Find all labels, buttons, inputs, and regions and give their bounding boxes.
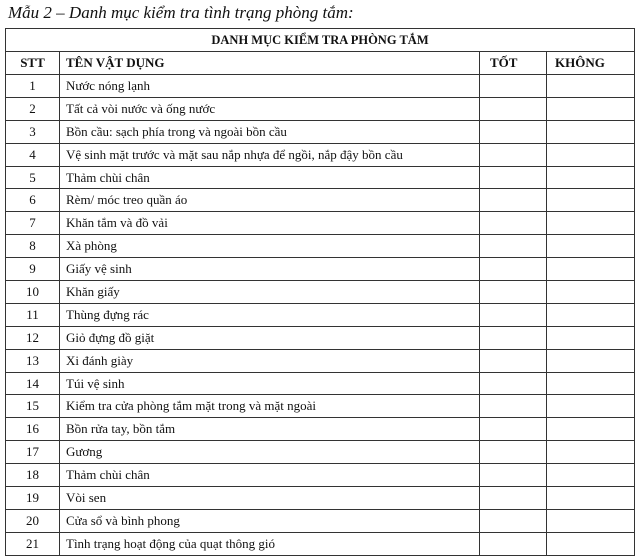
row-no-cell[interactable] [547,166,635,189]
column-header-good: TỐT [480,52,547,75]
row-number: 21 [6,532,60,555]
row-number: 14 [6,372,60,395]
column-header-no: KHÔNG [547,52,635,75]
row-number: 18 [6,464,60,487]
row-number: 19 [6,487,60,510]
row-no-cell[interactable] [547,143,635,166]
row-good-cell[interactable] [480,532,547,555]
row-good-cell[interactable] [480,75,547,98]
row-number: 4 [6,143,60,166]
row-item-name: Giấy vệ sinh [60,258,480,281]
row-no-cell[interactable] [547,418,635,441]
row-good-cell[interactable] [480,464,547,487]
table-row [6,303,635,326]
row-no-cell[interactable] [547,509,635,532]
table-row [6,464,635,487]
row-item-name: Vệ sinh mặt trước và mặt sau nắp nhựa để ngồi, nắp đậy bồn cầu [60,143,480,166]
row-number: 5 [6,166,60,189]
row-number: 10 [6,281,60,304]
row-number: 3 [6,120,60,143]
row-no-cell[interactable] [547,75,635,98]
row-item-name: Bồn cầu: sạch phía trong và ngoài bồn cầu [60,120,480,143]
row-item-name: Xi đánh giày [60,349,480,372]
table-row [6,441,635,464]
row-good-cell[interactable] [480,395,547,418]
table-row [6,372,635,395]
table-row [6,75,635,98]
row-item-name: Tình trạng hoạt động của quạt thông gió [60,532,480,555]
row-number: 9 [6,258,60,281]
table-row [6,326,635,349]
table-row [6,212,635,235]
row-item-name: Vòi sen [60,487,480,510]
column-header-stt: STT [6,52,60,75]
row-number: 7 [6,212,60,235]
row-item-name: Xà phòng [60,235,480,258]
row-good-cell[interactable] [480,303,547,326]
row-number: 6 [6,189,60,212]
table-row [6,487,635,510]
row-no-cell[interactable] [547,441,635,464]
row-no-cell[interactable] [547,258,635,281]
row-number: 11 [6,303,60,326]
row-item-name: Kiểm tra cửa phòng tắm mặt trong và mặt ngoài [60,395,480,418]
row-number: 20 [6,509,60,532]
row-item-name: Thùng đựng rác [60,303,480,326]
row-good-cell[interactable] [480,418,547,441]
row-no-cell[interactable] [547,303,635,326]
row-good-cell[interactable] [480,97,547,120]
row-good-cell[interactable] [480,372,547,395]
row-no-cell[interactable] [547,326,635,349]
table-row [6,395,635,418]
row-number: 16 [6,418,60,441]
row-item-name: Cửa sổ và bình phong [60,509,480,532]
row-no-cell[interactable] [547,395,635,418]
table-row [6,349,635,372]
row-item-name: Khăn giấy [60,281,480,304]
row-no-cell[interactable] [547,487,635,510]
table-row [6,97,635,120]
row-no-cell[interactable] [547,372,635,395]
row-no-cell[interactable] [547,97,635,120]
row-no-cell[interactable] [547,464,635,487]
row-number: 12 [6,326,60,349]
table-row [6,532,635,555]
row-number: 13 [6,349,60,372]
row-good-cell[interactable] [480,235,547,258]
row-item-name: Thảm chùi chân [60,464,480,487]
table-body [6,75,635,556]
row-item-name: Túi vệ sinh [60,372,480,395]
row-no-cell[interactable] [547,281,635,304]
row-good-cell[interactable] [480,143,547,166]
row-good-cell[interactable] [480,487,547,510]
table-row [6,258,635,281]
row-item-name: Tất cả vòi nước và ống nước [60,97,480,120]
row-item-name: Nước nóng lạnh [60,75,480,98]
table-row [6,166,635,189]
row-number: 17 [6,441,60,464]
table-row [6,143,635,166]
row-item-name: Bồn rửa tay, bồn tắm [60,418,480,441]
row-item-name: Giỏ đựng đồ giặt [60,326,480,349]
row-no-cell[interactable] [547,189,635,212]
row-good-cell[interactable] [480,166,547,189]
row-good-cell[interactable] [480,258,547,281]
row-item-name: Khăn tắm và đồ vải [60,212,480,235]
column-header-item: TÊN VẬT DỤNG [60,52,480,75]
row-good-cell[interactable] [480,281,547,304]
table-heading: DANH MỤC KIỂM TRA PHÒNG TẮM [6,29,635,52]
row-no-cell[interactable] [547,120,635,143]
row-good-cell[interactable] [480,441,547,464]
document-title: Mẫu 2 – Danh mục kiểm tra tình trạng phòng tắm: [8,3,354,22]
row-no-cell[interactable] [547,212,635,235]
row-number: 1 [6,75,60,98]
table-row [6,281,635,304]
table-row [6,189,635,212]
row-no-cell[interactable] [547,349,635,372]
row-good-cell[interactable] [480,212,547,235]
row-good-cell[interactable] [480,349,547,372]
row-number: 15 [6,395,60,418]
row-item-name: Thảm chùi chân [60,166,480,189]
row-item-name: Rèm/ móc treo quần áo [60,189,480,212]
row-number: 8 [6,235,60,258]
table-row [6,235,635,258]
row-no-cell[interactable] [547,235,635,258]
row-good-cell[interactable] [480,189,547,212]
table-row [6,509,635,532]
row-good-cell[interactable] [480,120,547,143]
row-no-cell[interactable] [547,532,635,555]
row-number: 2 [6,97,60,120]
table-row [6,418,635,441]
row-item-name: Gương [60,441,480,464]
row-good-cell[interactable] [480,509,547,532]
checklist-table [5,28,635,556]
table-row [6,120,635,143]
row-good-cell[interactable] [480,326,547,349]
